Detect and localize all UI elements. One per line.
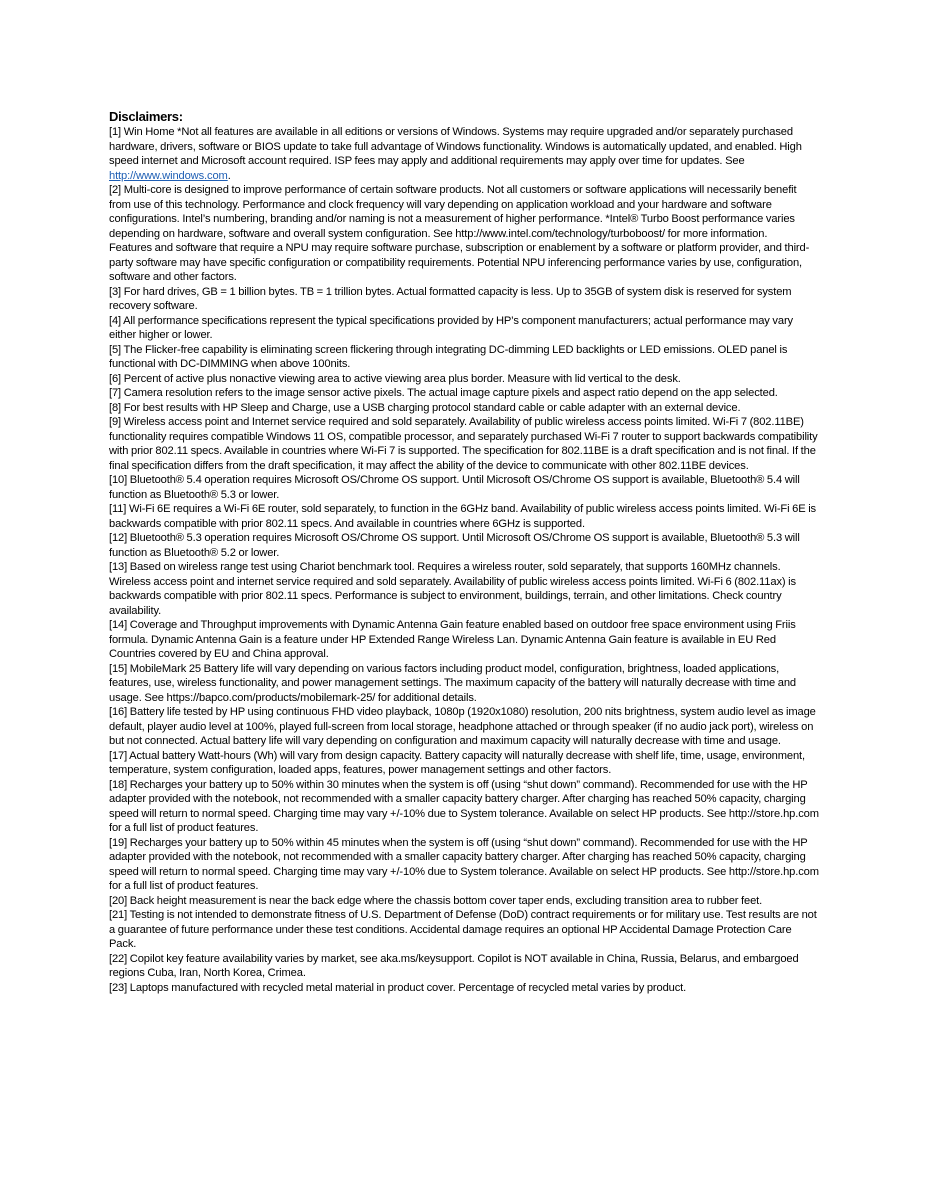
disclaimer-17: [17] Actual battery Watt-hours (Wh) will vary from design capacity. Battery capacity will naturally decrease with shelf life, time, usage, environment, temperature, system configuration, loaded apps, features, power management settings and other factors. xyxy=(109,749,805,776)
disclaimer-21: [21] Testing is not intended to demonstrate fitness of U.S. Department of Defense (DoD) contract requirements or for military use. Test results are not a guarantee of future performance under these test conditions. Accidental damage requires an optional HP Accidental Damage Protection Care Pack. xyxy=(109,909,817,950)
disclaimer-5: [5] The Flicker-free capability is eliminating screen flickering through integrating DC-dimming LED backlights or LED emissions. OLED panel is functional with DC-DIMMING when above 100nits. xyxy=(109,343,788,370)
disclaimer-10: [10] Bluetooth® 5.4 operation requires Microsoft OS/Chrome OS support. Until Microsoft OS/Chrome OS support is available, Bluetooth® 5.4 will function as Bluetooth® 5.3 or lower. xyxy=(109,474,800,501)
disclaimer-13: [13] Based on wireless range test using Chariot benchmark tool. Requires a wireless router, sold separately, that supports 160MHz channels. Wireless access point and internet service required and sold separately. Availability of public wireless access points limited. Wi-Fi 6 (802.11ax) is backwards compatible with prior 802.11 specs. Performance is subject to environment, buildings, terrain, and other limitations. Check country availability. xyxy=(109,561,796,617)
disclaimer-7: [7] Camera resolution refers to the image sensor active pixels. The actual image capture pixels and aspect ratio depend on the app selected. xyxy=(109,387,778,399)
disclaimer-23: [23] Laptops manufactured with recycled metal material in product cover. Percentage of recycled metal varies by product. xyxy=(109,981,687,994)
disclaimer-11: [11] Wi-Fi 6E requires a Wi-Fi 6E router, sold separately, to function in the 6GHz band. Availability of public wireless access points limited. Wi-Fi 6E is backwards compatible with prior 802.11 specs. And available in countries where 6GHz is supported. xyxy=(109,503,816,530)
windows-link[interactable]: http://www.windows.com xyxy=(109,169,228,182)
disclaimer-15: [15] MobileMark 25 Battery life will vary depending on various factors including product model, configuration, brightness, loaded applications, features, use, wireless functionality, and power management settings. The maximum capacity of the battery will naturally decrease with time and usage. See https://bapco.com/products/mobilemark-25/ for additional details. xyxy=(109,662,796,704)
disclaimer-4: [4] All performance specifications represent the typical specifications provided by HP’s component manufacturers; actual performance may vary either higher or lower. xyxy=(109,314,793,341)
disclaimer-8: [8] For best results with HP Sleep and Charge, use a USB charging protocol standard cable or cable adapter with an external device. xyxy=(109,401,741,414)
disclaimer-19: [19] Recharges your battery up to 50% within 45 minutes when the system is off (using “shut down” command). Recommended for use with the HP adapter provided with the notebook, not recommended with a smaller capacity battery charger. After charging has reached 50% capacity, charging speed will return to normal speed. Charging time may vary +/-10% due to System tolerance. Available on select HP products. See http://store.hp.com for a full list of product features. xyxy=(109,836,819,892)
disclaimer-22: [22] Copilot key feature availability varies by market, see aka.ms/keysupport. Copilot is NOT available in China, Russia, Belarus, and embargoed regions Cuba, Iran, North Korea, Crimea. xyxy=(109,952,799,979)
disclaimer-12: [12] Bluetooth® 5.3 operation requires Microsoft OS/Chrome OS support. Until Microsoft OS/Chrome OS support is available, Bluetooth® 5.3 will function as Bluetooth® 5.2 or lower. xyxy=(109,532,800,559)
disclaimer-1-text: [1] Win Home *Not all features are available in all editions or versions of Windows. Systems may require upgraded and/or separately purchased hardware, drivers, software or BIOS update to take full advantage of Windows functionality. Windows is automatically updated, and enabled. High speed internet and Microsoft account required. ISP fees may apply and additional requirements may apply over time for updates. See xyxy=(109,126,802,167)
disclaimer-20: [20] Back height measurement is near the back edge where the chassis bottom cover taper ends, excluding transition area to rubber feet. xyxy=(109,894,763,907)
disclaimers-list xyxy=(109,125,819,995)
disclaimer-18: [18] Recharges your battery up to 50% within 30 minutes when the system is off (using “shut down” command). Recommended for use with the HP adapter provided with the notebook, not recommended with a smaller capacity battery charger. After charging has reached 50% capacity, charging speed will return to normal speed. Charging time may vary +/-10% due to System tolerance. Available on select HP products. See http://store.hp.com for a full list of product features. xyxy=(109,778,819,834)
disclaimer-2: [2] Multi-core is designed to improve performance of certain software products. Not all customers or software applications will necessarily benefit from use of this technology. Performance and clock frequency will vary depending on application workload and your hardware and software configurations. Intel’s numbering, branding and/or naming is not a measurement of higher performance. *Intel® Turbo Boost performance varies depending on hardware, software and overall system configuration. See http://www.intel.com/technology/turboboost/ for more information. xyxy=(109,184,797,240)
disclaimer-1 xyxy=(109,125,819,183)
disclaimer-16: [16] Battery life tested by HP using continuous FHD video playback, 1080p (1920x1080) resolution, 200 nits brightness, system audio level as image default, player audio level at 100%, played full-screen from local storage, headphone attached or through speaker (if no audio jack port), wireless on but not connected. Actual battery life will vary depending on configuration and maximum capacity will naturally decrease with time and usage. xyxy=(109,706,816,747)
disclaimer-14: [14] Coverage and Throughput improvements with Dynamic Antenna Gain feature enabled based on outdoor free space environment using Friis formula. Dynamic Antenna Gain is a feature under HP Extended Range Wireless Lan. Dynamic Antenna Gain feature is available in EU Red Countries covered by EU and China approval. xyxy=(109,619,796,660)
disclaimer-1-tail: . xyxy=(227,169,231,182)
disclaimers-heading: Disclaimers: xyxy=(109,109,183,124)
disclaimer-3: [3] For hard drives, GB = 1 billion bytes. TB = 1 trillion bytes. Actual formatted capacity is less. Up to 35GB of system disk is reserved for system recovery software. xyxy=(109,285,792,312)
disclaimer-6: [6] Percent of active plus nonactive viewing area to active viewing area plus border. Measure with lid vertical to the desk. xyxy=(109,372,681,385)
disclaimer-9: [9] Wireless access point and Internet service required and sold separately. Availability of public wireless access points limited. Wi-Fi 7 (802.11BE) functionality requires compatible Windows 11 OS, compatible processor, and separately purchased Wi-Fi 7 router to support backwards compatibility with prior 802.11 specs. Available in countries where Wi-Fi 7 is supported. The specification for 802.11BE is a draft specification and is not final. If the final specification differs from the draft specification, it may affect the ability of the device to communicate with other 802.11BE devices. xyxy=(109,416,818,472)
disclaimer-npu: Features and software that require a NPU may require software purchase, subscription or enablement by a software or platform provider, and third-party software may have specific configuration or compatibility requirements. Potential NPU inferencing performance varies by use, configuration, software and other factors. xyxy=(109,242,810,283)
disclaimers-section xyxy=(109,108,819,995)
